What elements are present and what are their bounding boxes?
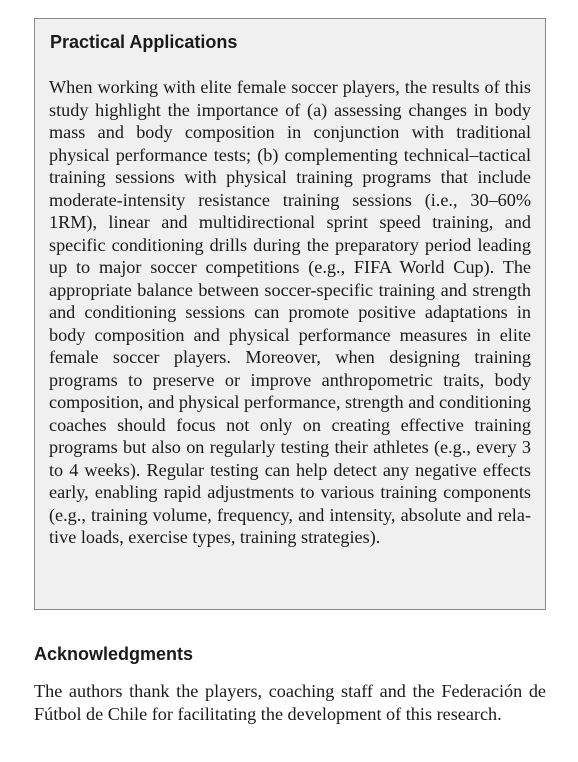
practical-applications-heading: Practical Applications: [50, 32, 238, 52]
practical-applications-box: [34, 18, 546, 610]
practical-applications-text: When working with elite female soccer players, the results of this study highlight the importance of (a) assessing changes in body mass and body composition in conjunction with traditional physical performance tests; (b) complementing technical–tactical training sessions with physical training programs that include moderate-intensity resistance training sessions (i.e., 30–60% 1RM), linear and multidirectional sprint speed training, and specific conditioning drills during the preparatory period leading up to major soccer competitions (e.g., FIFA World Cup). The appropriate balance between soccer-specific training and strength and conditioning sessions can promote positive adaptations in body composition and physical performance measures in elite female soccer players. Moreover, when designing training programs to preserve or improve anthropometric traits, body composition, and physical performance, strength and conditioning coaches should focus not only on creating effective training programs but also on regularly testing their athletes (e.g., every 3 to 4 weeks). Regular testing can help detect any negative effects early, enabling rapid adjustments to various training components (e.g., training volume, frequency, and intensity, absolute and relative loads, exercise types, training strategies).: [49, 77, 531, 547]
acknowledgments-heading: Acknowledgments: [34, 644, 194, 664]
acknowledgments-text: The authors thank the players, coaching staff and the Federación de Fútbol de Chile for facilitating the development of this research.: [34, 681, 546, 724]
